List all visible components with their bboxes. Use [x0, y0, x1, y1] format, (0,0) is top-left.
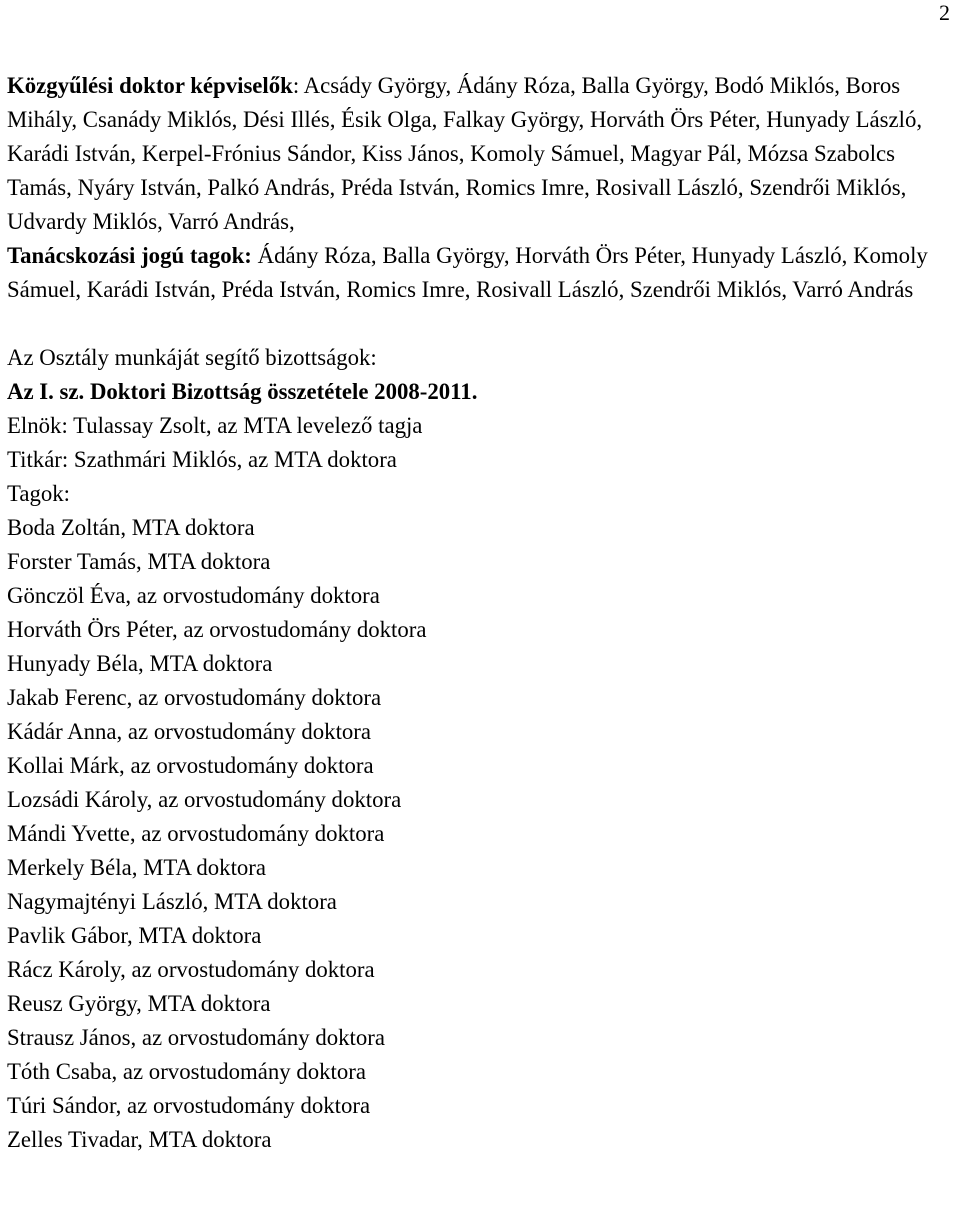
member-item: Hunyady Béla, MTA doktora	[7, 651, 273, 676]
page-number: 2	[939, 0, 950, 25]
member-item: Lozsádi Károly, az orvostudomány doktora	[7, 787, 402, 812]
member-item: Pavlik Gábor, MTA doktora	[7, 923, 262, 948]
advisory-list: Ádány Róza, Balla György, Horváth Örs Péter, Hunyady László, Komoly Sámuel, Karádi István, Préda István, Romics Imre, Rosivall László, Szendrői Miklós, Varró András	[7, 243, 928, 302]
advisory-label: Tanácskozási jogú tagok:	[7, 243, 252, 268]
committees-intro: Az Osztály munkáját segítő bizottságok:	[7, 345, 377, 370]
member-item: Tóth Csaba, az orvostudomány doktora	[7, 1059, 366, 1084]
secretary-line: Titkár: Szathmári Miklós, az MTA doktora	[7, 447, 397, 472]
advisory-paragraph	[7, 239, 932, 307]
member-item: Boda Zoltán, MTA doktora	[7, 515, 255, 540]
member-item: Kádár Anna, az orvostudomány doktora	[7, 719, 372, 744]
member-item: Strausz János, az orvostudomány doktora	[7, 1025, 385, 1050]
member-item: Nagymajtényi László, MTA doktora	[7, 889, 337, 914]
member-item: Kollai Márk, az orvostudomány doktora	[7, 753, 374, 778]
member-item: Forster Tamás, MTA doktora	[7, 549, 271, 574]
chair-line: Elnök: Tulassay Zsolt, az MTA levelező tagja	[7, 413, 423, 438]
member-item: Túri Sándor, az orvostudomány doktora	[7, 1093, 371, 1118]
blank-line	[7, 307, 932, 341]
member-item: Jakab Ferenc, az orvostudomány doktora	[7, 685, 382, 710]
member-item: Merkely Béla, MTA doktora	[7, 855, 267, 880]
member-item: Reusz György, MTA doktora	[7, 991, 271, 1016]
member-item: Zelles Tivadar, MTA doktora	[7, 1127, 272, 1152]
member-item: Gönczöl Éva, az orvostudomány doktora	[7, 583, 380, 608]
members-label: Tagok:	[7, 481, 70, 506]
committee-heading-text: Az I. sz. Doktori Bizottság összetétele 2008-2011.	[7, 379, 478, 404]
committee-heading	[7, 375, 932, 409]
delegates-paragraph	[7, 69, 932, 239]
document-body	[7, 69, 932, 1157]
member-item: Mándi Yvette, az orvostudomány doktora	[7, 821, 385, 846]
member-item: Horváth Örs Péter, az orvostudomány doktora	[7, 617, 427, 642]
member-item: Rácz Károly, az orvostudomány doktora	[7, 957, 375, 982]
delegates-list: : Acsády György, Ádány Róza, Balla György, Bodó Miklós, Boros Mihály, Csanády Miklós, Dési Illés, Ésik Olga, Falkay György, Horváth Örs Péter, Hunyady László, Karádi István, Kerpel-Frónius Sándor, Kiss János, Komoly Sámuel, Magyar Pál, Mózsa Szabolcs Tamás, Nyáry István, Palkó András, Préda István, Romics Imre, Rosivall László, Szendrői Miklós, Udvardy Miklós, Varró András,	[7, 73, 923, 234]
delegates-label: Közgyűlési doktor képviselők	[7, 73, 293, 98]
